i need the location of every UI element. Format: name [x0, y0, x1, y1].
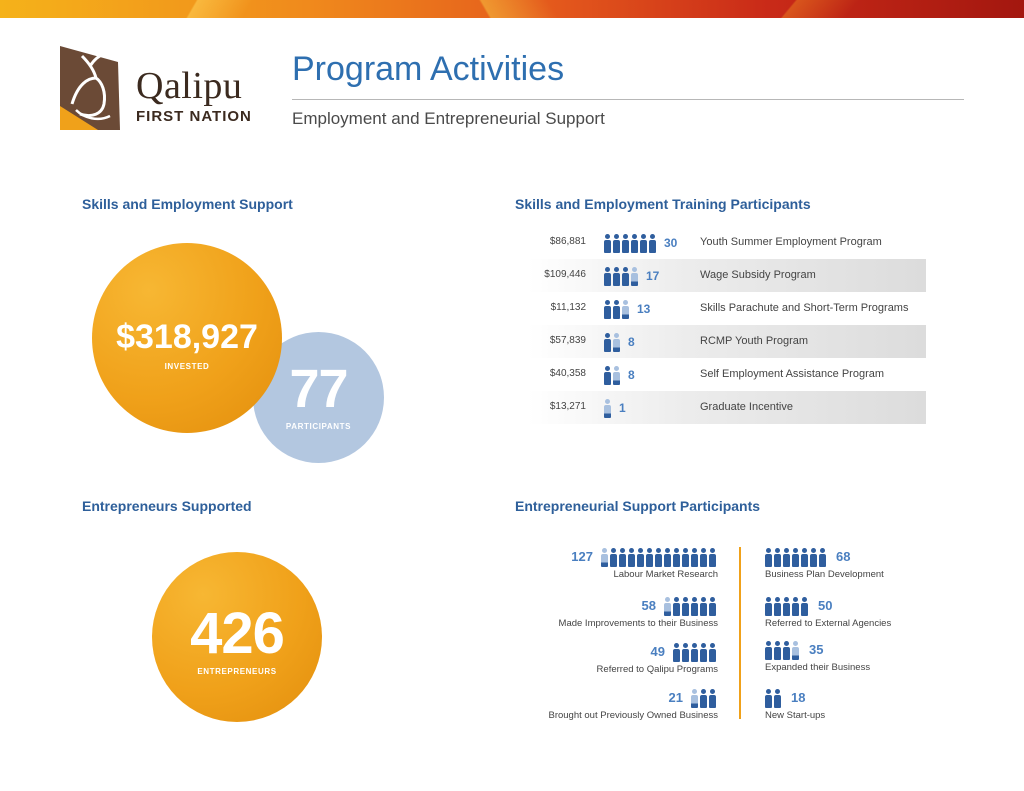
ent-item — [597, 642, 718, 675]
person-icon — [622, 234, 629, 253]
person-icon — [673, 548, 680, 567]
ent-support-heading: Entrepreneurial Support Participants — [515, 498, 761, 514]
participant-icons — [604, 365, 635, 385]
entrepreneurs-count: 426 — [190, 601, 284, 666]
ent-label: Referred to Qalipu Programs — [596, 664, 718, 675]
person-icon — [628, 548, 635, 567]
ent-item — [765, 688, 825, 721]
entrepreneurs-label: ENTREPRENEURS — [197, 667, 277, 676]
training-amount: $109,446 — [544, 269, 586, 280]
training-count: 1 — [619, 401, 626, 415]
person-icon — [801, 597, 808, 616]
ent-count: 68 — [836, 549, 851, 564]
ent-item — [765, 547, 884, 580]
training-amount: $13,271 — [549, 401, 586, 412]
person-icon — [637, 548, 644, 567]
person-icon — [604, 366, 611, 385]
training-row — [528, 358, 926, 391]
training-count: 8 — [628, 335, 635, 349]
person-icon — [774, 597, 781, 616]
person-icon — [792, 548, 799, 567]
person-icon — [810, 548, 817, 567]
partial-person-icon — [601, 548, 608, 567]
training-program: Wage Subsidy Program — [700, 269, 816, 281]
participant-icons — [604, 299, 650, 319]
skills-support-heading: Skills and Employment Support — [82, 196, 293, 212]
person-icon — [622, 267, 629, 286]
person-icon — [801, 548, 808, 567]
ent-count: 21 — [668, 690, 683, 705]
person-icon — [765, 597, 772, 616]
participant-icons — [604, 332, 635, 352]
person-icon — [783, 597, 790, 616]
person-icon — [604, 333, 611, 352]
person-icon — [765, 548, 772, 567]
training-amount: $57,839 — [549, 335, 586, 346]
person-icon — [619, 548, 626, 567]
partial-person-icon — [604, 399, 611, 418]
ent-count: 49 — [650, 644, 665, 659]
top-decorative-band — [0, 0, 1024, 18]
training-program: Graduate Incentive — [700, 401, 793, 413]
person-icon — [682, 548, 689, 567]
participant-icons — [604, 233, 677, 253]
person-icon — [673, 643, 680, 662]
ent-support-divider — [739, 547, 741, 719]
training-row — [528, 391, 926, 424]
ent-label: Referred to External Agencies — [765, 618, 892, 629]
logo-subtitle: FIRST NATION — [136, 108, 252, 125]
ent-label: Made Improvements to their Business — [558, 618, 718, 629]
person-icon — [709, 548, 716, 567]
invested-amount: $318,927 — [116, 318, 258, 356]
person-icon — [655, 548, 662, 567]
person-icon — [700, 548, 707, 567]
participants-count: 77 — [289, 359, 348, 419]
training-row — [528, 226, 926, 259]
person-icon — [673, 597, 680, 616]
ent-count: 35 — [809, 642, 824, 657]
person-icon — [709, 689, 716, 708]
ent-label: Business Plan Development — [765, 569, 884, 580]
training-count: 13 — [637, 302, 651, 316]
person-icon — [613, 234, 620, 253]
partial-person-icon — [631, 267, 638, 286]
person-icon — [691, 597, 698, 616]
person-icon — [682, 643, 689, 662]
person-icon — [765, 689, 772, 708]
person-icon — [774, 689, 781, 708]
person-icon — [646, 548, 653, 567]
ent-item — [559, 596, 718, 629]
ent-item — [765, 596, 891, 629]
person-icon — [640, 234, 647, 253]
person-icon — [604, 300, 611, 319]
participants-label: PARTICIPANTS — [285, 422, 352, 431]
participant-icons — [604, 398, 626, 418]
ent-label: Brought out Previously Owned Business — [548, 710, 718, 721]
person-icon — [691, 548, 698, 567]
person-icon — [765, 641, 772, 660]
partial-person-icon — [691, 689, 698, 708]
partial-person-icon — [622, 300, 629, 319]
training-row — [528, 259, 926, 292]
participant-icons — [604, 266, 659, 286]
person-icon — [709, 597, 716, 616]
training-program: Self Employment Assistance Program — [700, 368, 885, 380]
person-icon — [604, 234, 611, 253]
training-count: 30 — [664, 236, 678, 250]
page-subtitle: Employment and Entrepreneurial Support — [292, 109, 605, 128]
ent-label: Expanded their Business — [765, 662, 871, 673]
person-icon — [774, 641, 781, 660]
training-count: 17 — [646, 269, 660, 283]
logo-wordmark: Qalipu — [136, 65, 243, 107]
ent-label: New Start-ups — [765, 710, 826, 721]
partial-person-icon — [664, 597, 671, 616]
person-icon — [649, 234, 656, 253]
person-icon — [700, 597, 707, 616]
ent-item — [765, 640, 870, 673]
person-icon — [613, 267, 620, 286]
training-amount: $86,881 — [549, 236, 586, 247]
ent-item — [571, 547, 718, 580]
invested-label: INVESTED — [164, 362, 210, 371]
training-program: RCMP Youth Program — [700, 335, 809, 347]
person-icon — [700, 689, 707, 708]
ent-count: 58 — [641, 598, 656, 613]
partial-person-icon — [613, 366, 620, 385]
training-amount: $11,132 — [550, 302, 586, 313]
ent-label: Labour Market Research — [613, 569, 718, 580]
entrepreneurs-heading: Entrepreneurs Supported — [82, 498, 252, 514]
training-row — [528, 292, 926, 325]
person-icon — [610, 548, 617, 567]
person-icon — [664, 548, 671, 567]
partial-person-icon — [613, 333, 620, 352]
ent-item — [548, 688, 718, 721]
person-icon — [774, 548, 781, 567]
training-count: 8 — [628, 368, 635, 382]
training-amount: $40,358 — [549, 368, 586, 379]
training-row — [528, 325, 926, 358]
person-icon — [604, 267, 611, 286]
person-icon — [819, 548, 826, 567]
partial-person-icon — [792, 641, 799, 660]
training-heading: Skills and Employment Training Participants — [515, 196, 811, 212]
person-icon — [613, 300, 620, 319]
ent-count: 50 — [818, 598, 833, 613]
person-icon — [682, 597, 689, 616]
training-program: Skills Parachute and Short-Term Programs — [700, 302, 909, 314]
person-icon — [709, 643, 716, 662]
ent-count: 18 — [791, 690, 806, 705]
ent-count: 127 — [571, 549, 593, 564]
person-icon — [792, 597, 799, 616]
person-icon — [783, 548, 790, 567]
person-icon — [691, 643, 698, 662]
person-icon — [783, 641, 790, 660]
training-program: Youth Summer Employment Program — [700, 236, 882, 248]
page-title: Program Activities — [292, 50, 565, 88]
person-icon — [700, 643, 707, 662]
title-divider — [292, 99, 964, 100]
person-icon — [631, 234, 638, 253]
